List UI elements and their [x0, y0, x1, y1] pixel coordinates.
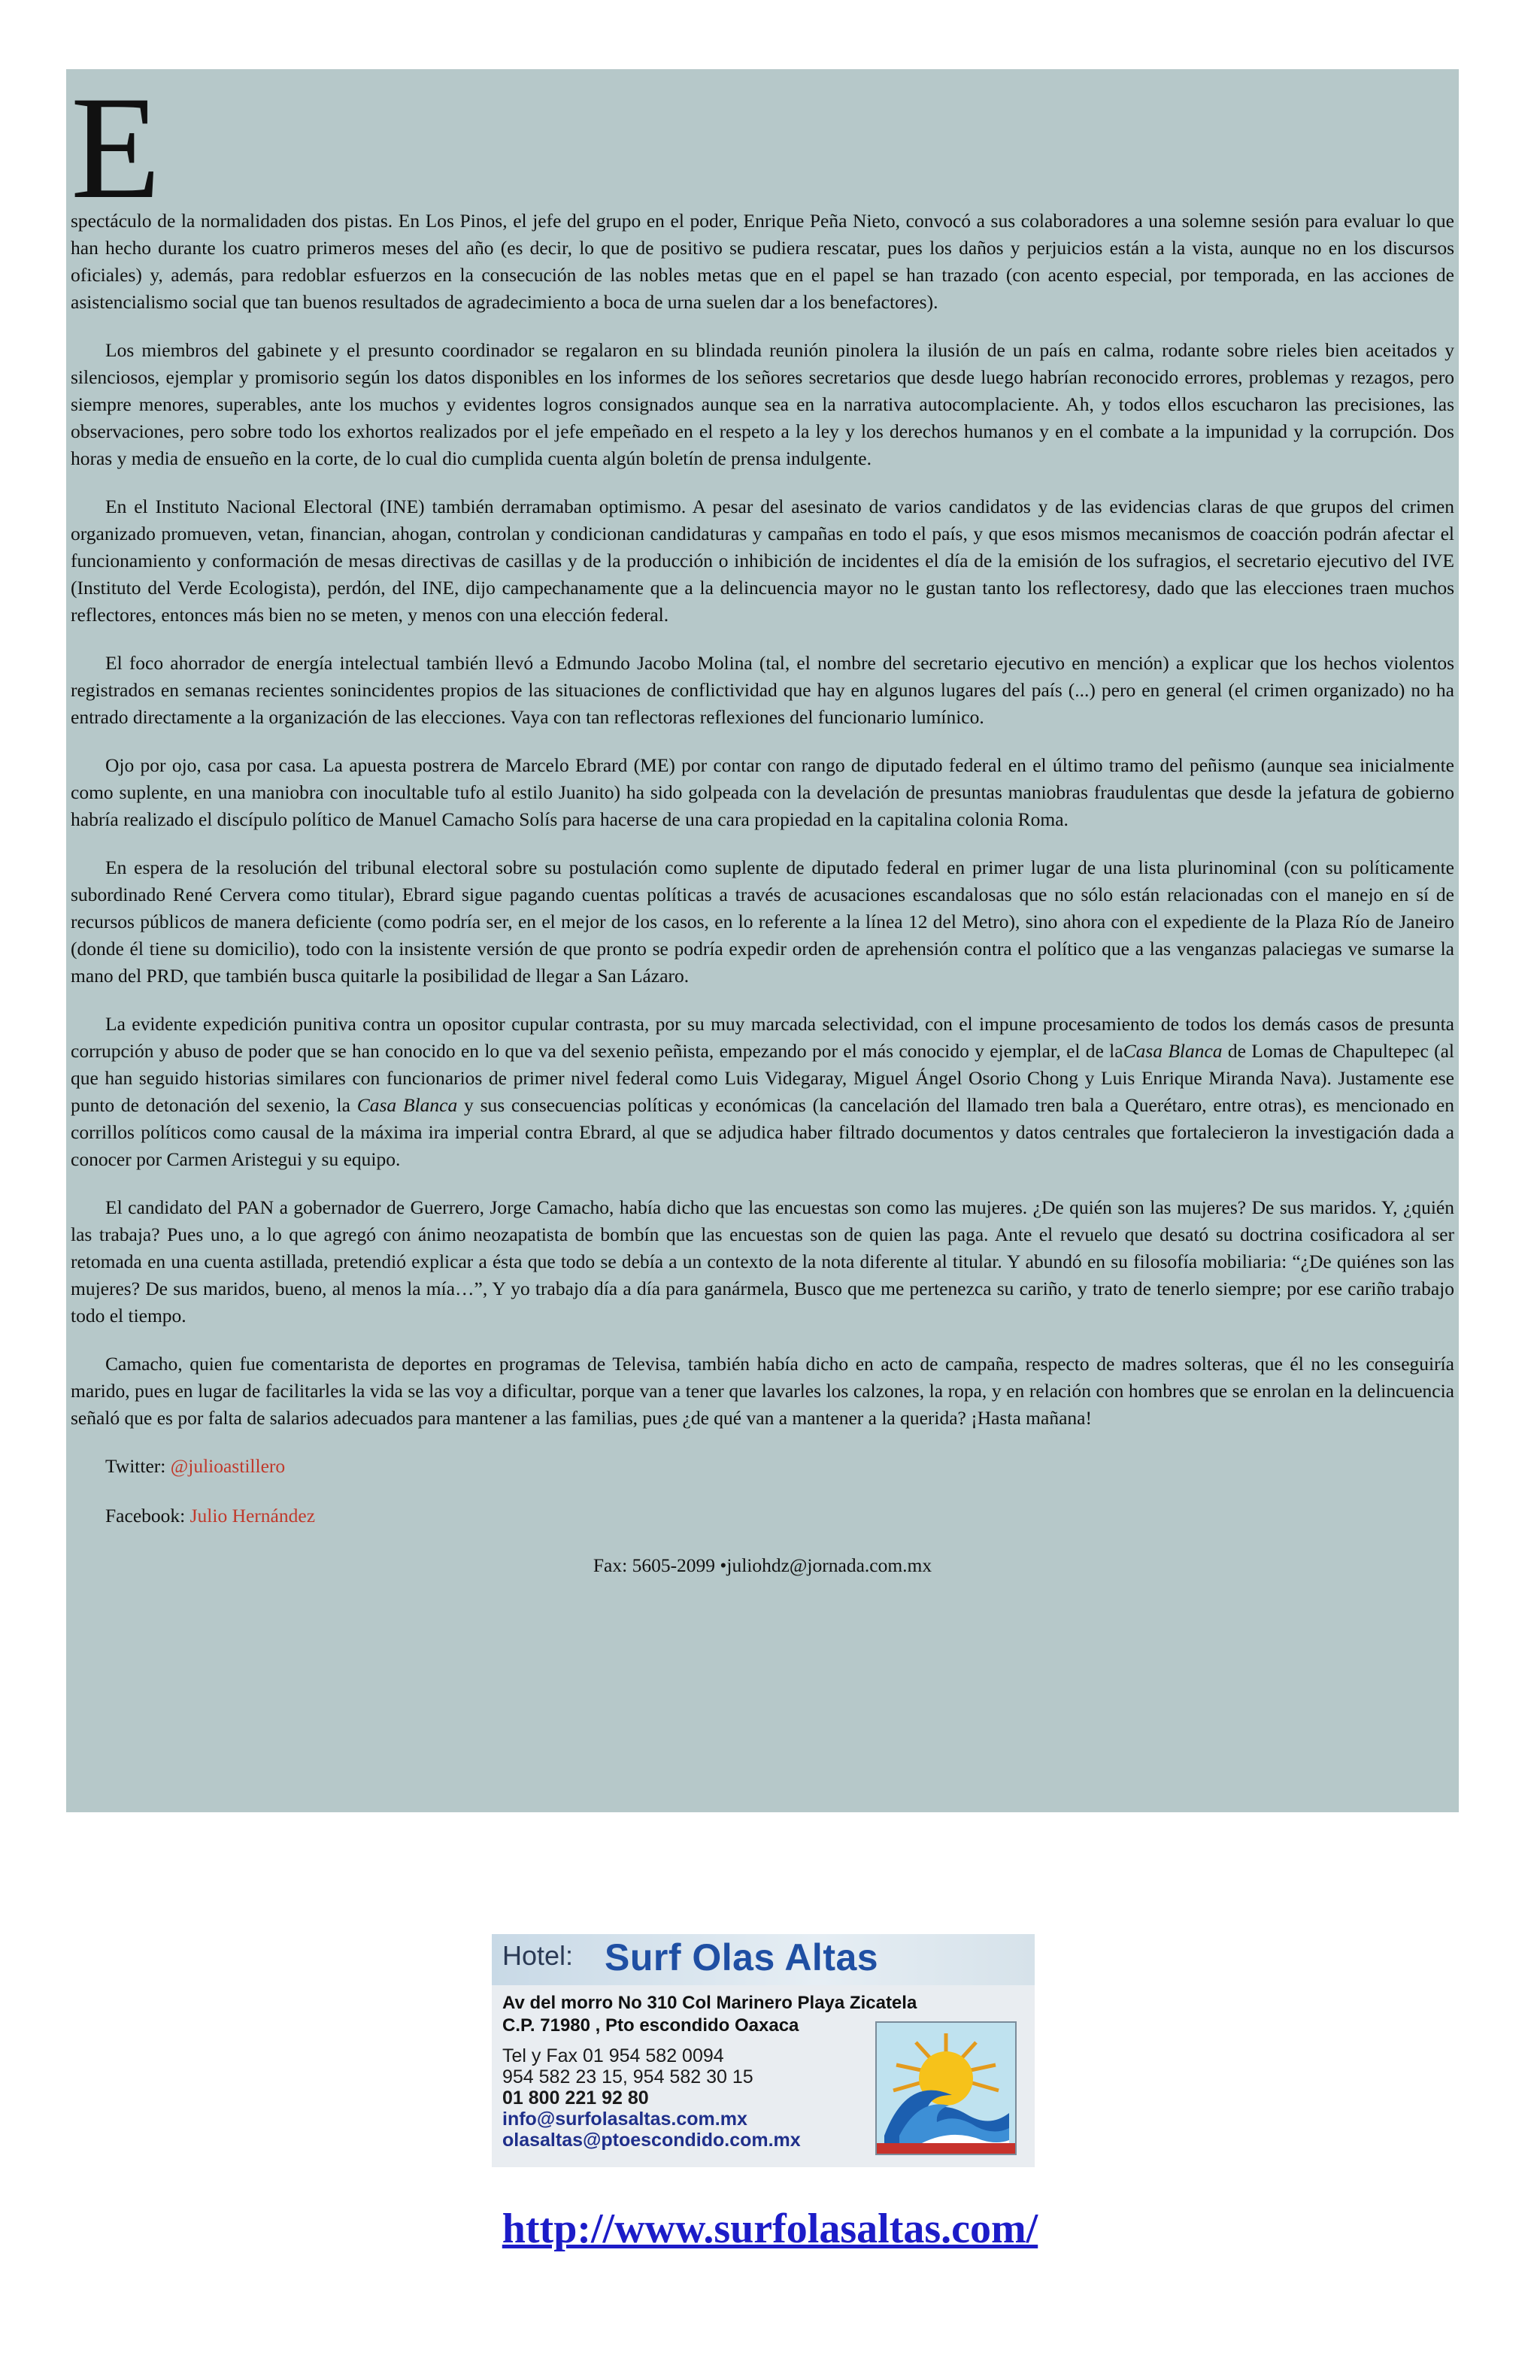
- article-paragraph-7: [71, 1011, 1454, 1173]
- hotel-advertisement[interactable]: [492, 1934, 1035, 2167]
- fax-email-line: Fax: 5605-2099 •juliohdz@jornada.com.mx: [593, 1554, 932, 1576]
- ad-phone-line-3: 01 800 221 92 80: [502, 2087, 649, 2109]
- article-column: [66, 66, 1459, 1812]
- ad-hotel-label: Hotel:: [502, 1940, 574, 1971]
- sun-wave-logo-icon: [875, 2021, 1017, 2155]
- facebook-line: [71, 1502, 1454, 1530]
- facebook-label: Facebook:: [105, 1505, 190, 1527]
- ad-email-2: olasaltas@ptoescondido.com.mx: [502, 2130, 801, 2151]
- ad-hotel-name: Surf Olas Altas: [605, 1936, 879, 1978]
- article-paragraph-9: Camacho, quien fue comentarista de deportes en programas de Televisa, también había dicho en acto de campaña, respecto de madres solteras, que él no les conseguiría marido, pues en lugar de facilitarles la vida se las voy a dificultar, porque van a tener que lavarles los calzones, la ropa, y en relación con hombres que se enrolan en la delincuencia señaló que es por falta de salarios adecuados para mantener a las familias, pues ¿de qué van a mantener a la querida? ¡Hasta mañana!: [71, 1353, 1454, 1429]
- website-link[interactable]: http://www.surfolasaltas.com/: [502, 2206, 1038, 2252]
- paragraph-7-part-a: La evidente expedición punitiva contra un opositor cupular contrasta, por su muy marcada selectividad, con el impune procesamiento de todos los demás casos de presunta corrupción y abuso de poder que se han conocido en lo que va del sexenio peñista, empezando por el más conocido y ejemplar, el de la: [71, 1013, 1454, 1062]
- twitter-line: [71, 1453, 1454, 1480]
- ad-email-1: info@surfolasaltas.com.mx: [502, 2109, 747, 2130]
- article-paragraph-1: spectáculo de la normalidaden dos pistas. En Los Pinos, el jefe del grupo en el poder, Enrique Peña Nieto, convocó a sus colaboradores a una solemne sesión para evaluar lo que han hecho durante los cuatro primeros meses del año (es decir, lo que de positivo se pudiera rescatar, pues los daños y perjuicios están a la vista, aunque no en los discursos oficiales) y, además, para redoblar esfuerzos en la consecución de las nobles metas que en el papel se han trazado (con acento especial, por temporada, en las acciones de asistencialismo social que tan buenos resultados de agradecimiento a boca de urna suelen dar a los benefactores).: [71, 210, 1454, 313]
- article-paragraph-2: Los miembros del gabinete y el presunto coordinador se regalaron en su blindada reunión pinolera la ilusión de un país en calma, rodante sobre rieles bien aceitados y silenciosos, ejemplar y promisorio según los datos disponibles en los informes de los señores secretarios que desde luego habrían reconocido errores, problemas y rezagos, pero siempre menores, superables, ante los muchos y evidentes logros consignados aunque sea en la narrativa autocomplaciente. Ah, y todos ellos escucharon las precisiones, las observaciones, pero sobre todo los exhortos realizados por el jefe empeñado en el respeto a la ley y los derechos humanos y en el combate a la impunidad y la corrupción. Dos horas y media de ensueño en la corte, de lo cual dio cumplida cuenta algún boletín de prensa indulgente.: [71, 339, 1454, 469]
- ad-phone-line-1: Tel y Fax 01 954 582 0094: [502, 2045, 724, 2066]
- paragraph-7-part-c: y sus consecuencias políticas y económicas (la cancelación del llamado tren bala a Querétaro, entre otras), es mencionado en corrillos políticos como causal de la máxima ira imperial contra Ebrard, al que se adjudica haber filtrado documentos y datos centrales que fortalecieron la investigación dada a conocer por Carmen Aristegui y su equipo.: [71, 1094, 1455, 1170]
- twitter-label: Twitter:: [105, 1455, 171, 1477]
- ad-phone-line-2: 954 582 23 15, 954 582 30 15: [502, 2066, 753, 2087]
- facebook-name-link[interactable]: Julio Hernández: [189, 1505, 316, 1527]
- casa-blanca-emphasis: Casa Blanca: [1123, 1040, 1223, 1062]
- article-paragraph-5: Ojo por ojo, casa por casa. La apuesta postrera de Marcelo Ebrard (ME) por contar con rango de diputado federal en el último tramo del peñismo (aunque sea inicialmente como suplente, en una maniobra con inocultable tufo al estilo Juanito) ha sido golpeada con la develación de presuntas maniobras fraudulentas que desde la jefatura de gobierno habría realizado el discípulo político de Manuel Camacho Solís para hacerse de una cara propiedad en la capitalina colonia Roma.: [71, 754, 1454, 830]
- article-paragraph-3: En el Instituto Nacional Electoral (INE) también derramaban optimismo. A pesar del asesinato de varios candidatos y de las evidencias claras de que grupos del crimen organizado promueven, vetan, financian, ahogan, controlan y condicionan candidaturas y campañas en todo el país, y que esos mismos mecanismos de coacción podrán afectar el funcionamiento y conformación de mesas directivas de casillas y de la producción o inhibición de incidentes el día de la emisión de los sufragios, el secretario ejecutivo del IVE (Instituto del Verde Ecologista), perdón, del INE, dijo campechanamente que a la delincuencia mayor no le gustan tanto los reflectoresy, dado que las elecciones traen muchos reflectores, entonces más bien no se meten, y menos con una elección federal.: [71, 496, 1454, 626]
- ad-address-line-1: Av del morro No 310 Col Marinero Playa Zicatela: [502, 1993, 917, 2013]
- twitter-handle-link[interactable]: @julioastillero: [170, 1455, 286, 1477]
- drop-cap: E: [71, 66, 161, 229]
- sun-wave-logo-svg: [877, 2023, 1015, 2154]
- article-paragraph-6: En espera de la resolución del tribunal electoral sobre su postulación como suplente de diputado federal en primer lugar de una lista plurinominal (con su políticamente subordinado René Cervera como titular), Ebrard sigue pagando cuentas políticas a través de acusaciones escandalosas que no sólo están relacionadas con el manejo en sí de recursos públicos de manera deficiente (como podría ser, en el mejor de los casos, en lo referente a la línea 12 del Metro), sino ahora con el expediente de la Plaza Río de Janeiro (donde él tiene su domicilio), todo con la insistente versión de que pronto se podría expedir orden de aprehensión contra el político que a las venganzas palaciegas ve sumarse la mano del PRD, que también busca quitarle la posibilidad de llegar a San Lázaro.: [71, 856, 1454, 987]
- paragraph-7-part-b: de Lomas de Chapultepec (al que han seguido historias similares con funcionarios de primer nivel federal como Luis Videgaray, Miguel Ángel Osorio Chong y Luis Enrique Miranda Nava). Justamente ese punto de detonación del sexenio, la: [71, 1040, 1454, 1116]
- ad-address-line-2: C.P. 71980 , Pto escondido Oaxaca: [502, 2015, 799, 2036]
- article-paragraph-4: El foco ahorrador de energía intelectual también llevó a Edmundo Jacobo Molina (tal, el nombre del secretario ejecutivo en mención) a explicar que los hechos violentos registrados en semanas recientes sonincidentes propios de las situaciones de conflictividad que hay en algunos lugares del país (...) pero en general (el crimen organizado) no ha entrado directamente a la organización de las elecciones. Vaya con tan reflectoras reflexiones del funcionario lumínico.: [71, 652, 1454, 728]
- casa-blanca-emphasis-2: Casa Blanca: [356, 1094, 458, 1116]
- article-paragraph-8: El candidato del PAN a gobernador de Guerrero, Jorge Camacho, había dicho que las encuestas son como las mujeres. ¿De quién son las mujeres? De sus maridos. Y, ¿quién las trabaja? Pues uno, a lo que agregó con ánimo neozapatista de bombín que las encuestas son de quien las paga. Ante el revuelo que desató su doctrina cosificadora al ser retomada en una cuenta astillada, pretendió explicar a ésta que todo se debía a un contexto de la nota diferente al titular. Y abundó en su filosofía mobiliaria: “¿De quiénes son las mujeres? De sus maridos, bueno, al menos la mía…”, Y yo trabajo día a día para ganármela, Busco que me pertenezca su cariño, y trato de tenerlo siempre; por ese cariño trabajo todo el tiempo.: [71, 1196, 1454, 1326]
